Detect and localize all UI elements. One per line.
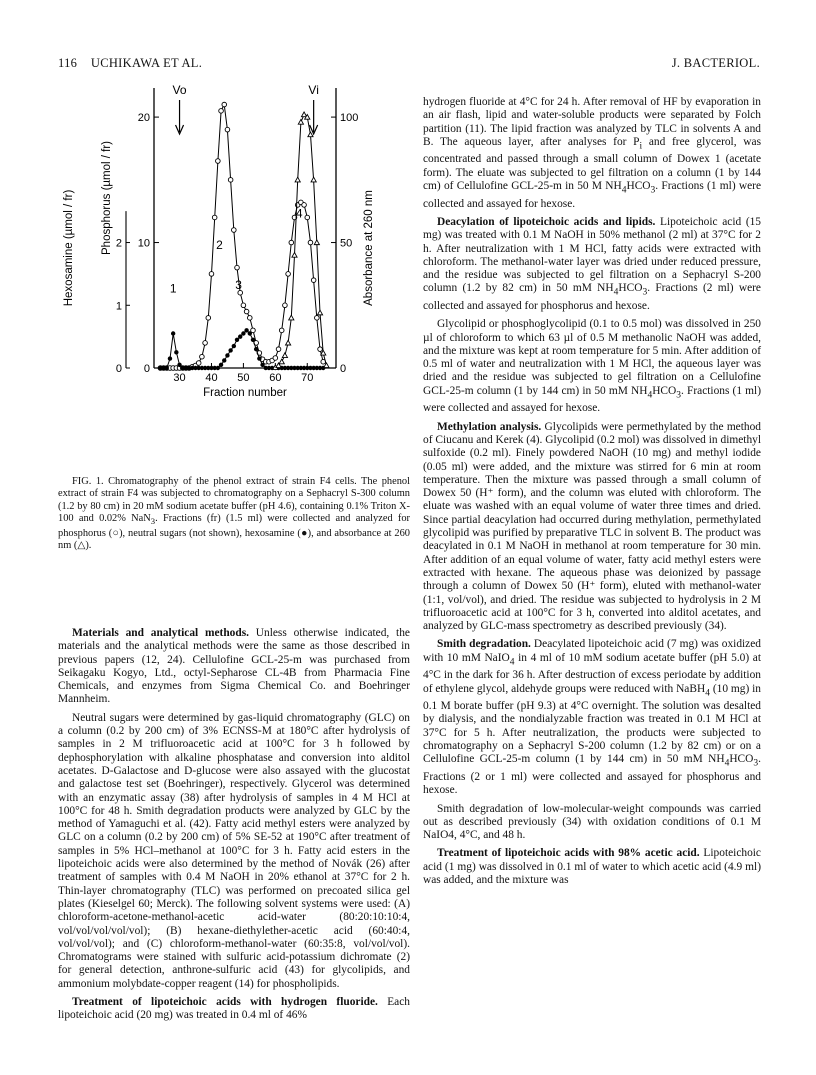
right-column xyxy=(423,96,761,892)
data-point-hexosamine xyxy=(216,366,220,370)
data-point-phosphorus xyxy=(216,159,221,164)
author-header: UCHIKAWA ET AL. xyxy=(90,56,203,70)
data-point-phosphorus xyxy=(206,316,211,321)
data-point-hexosamine xyxy=(165,366,169,370)
data-point-absorbance xyxy=(295,177,300,182)
data-point-hexosamine xyxy=(251,338,255,342)
data-point-phosphorus xyxy=(212,215,217,220)
data-point-phosphorus xyxy=(222,102,227,107)
data-point-phosphorus xyxy=(279,328,284,333)
data-point-hexosamine xyxy=(244,328,248,332)
data-point-phosphorus xyxy=(283,303,288,308)
data-point-hexosamine xyxy=(232,344,236,348)
y-tick-label-phosphorus: 0 xyxy=(143,363,150,375)
y-tick-label-phosphorus: 20 xyxy=(137,112,150,125)
data-point-phosphorus xyxy=(289,240,294,245)
section-heading: Smith degradation. xyxy=(437,638,531,651)
data-point-hexosamine xyxy=(222,358,226,362)
y-tick-label-hexosamine: 0 xyxy=(115,363,122,375)
data-point-absorbance xyxy=(317,310,322,315)
data-point-hexosamine xyxy=(225,353,229,357)
data-point-hexosamine xyxy=(177,363,181,367)
data-point-hexosamine xyxy=(174,350,178,354)
data-point-phosphorus xyxy=(308,240,313,245)
data-point-phosphorus xyxy=(273,356,278,361)
data-point-phosphorus xyxy=(247,316,252,321)
x-tick-label: 60 xyxy=(269,372,282,384)
data-point-phosphorus xyxy=(276,347,281,352)
left-column xyxy=(58,627,410,1028)
x-tick-label: 50 xyxy=(237,372,250,384)
caption-text: FIG. 1. Chromatography of the phenol extract of strain F4 cells. The phenol extract of strain F4 was subjected to chromatography on a Sephacryl S-300 column (1.2 by 80 cm) in 20 mM sodium acetate buffer (pH 4.6), containing 0.1% Triton X-100 and 0.02% NaN$_3$. Fractions (fr) (1.5 ml) were collected and analyzed for phosphorus (○), neutral sugars (not shown), hexosamine (●), and absorbance at 260 nm (△). xyxy=(58,476,411,552)
section-heading: Materials and analytical methods. xyxy=(72,627,249,639)
figure-1-chart xyxy=(58,78,410,478)
journal-header: J. BACTERIOL. xyxy=(671,56,760,70)
paragraph: Treatment of lipoteichoic acids with hydrogen fluoride. Each lipoteichoic acid (20 mg) was treated in 0.4 ml of 46% xyxy=(58,996,410,1022)
peak-label: 3 xyxy=(235,277,242,292)
paragraph: hydrogen fluoride at 4°C for 24 h. After removal of HF by evaporation in an air flash, lipid and water-soluble products were separated by Folch partition (11). The lipid fraction was analyzed by TLC in solvents A and B. The aqueous layer, after analyses for $P_i$ and free glycerol, was concentrated and passed through a small column of Dowex 1 (acetate form). The eluate was subjected to gel filtration on a column (1 by 144 cm) of Cellulofine GCL-25-m in 50 M $NH_4HCO_3$. Fractions (1 ml) were collected and assayed for hexose. xyxy=(423,96,761,210)
paragraph: Deacylation of lipoteichoic acids and lipids. Lipoteichoic acid (15 mg) was treated with 0.1 M NaOH in 50% methanol (2 ml) at 37°C for 2 h. After neutralization with 1 M HCl, fatty acids were extracted with chloroform. The methanol-water layer was dried under reduced pressure, and the residue was subjected to gel filtration on a Sephacryl S-200 column (1.2 by 82 cm) in 50 mM $NH_4HCO_3$. Fractions (2 ml) were collected and assayed for phosphorus and hexose. xyxy=(423,215,761,312)
peak-label: 1 xyxy=(169,281,177,296)
marker-label: Vo xyxy=(172,83,187,97)
data-point-absorbance xyxy=(311,177,316,182)
y-tick-label-absorbance: 100 xyxy=(340,112,359,125)
data-point-phosphorus xyxy=(235,265,240,270)
marker-label: Vi xyxy=(308,83,319,97)
data-point-hexosamine xyxy=(228,348,232,352)
data-point-phosphorus xyxy=(209,272,214,277)
data-point-phosphorus xyxy=(196,361,201,366)
data-point-absorbance xyxy=(301,112,306,117)
paragraph: Neutral sugars were determined by gas-liquid chromatography (GLC) on a column (0.2 by 200 cm) of 3% ECNSS-M at 180°C after hydrolysis of samples in 2 M trifluoroacetic acid at 100°C for 3 h followed by dephosphorylation with alkaline phosphatase and conversion into alditol acetates. D-Galactose and D-glucose were also assayed with the glucostat and galactose test set (Boehringer), respectively. Glycerol was determined with an enzymatic assay (38) after hydrolysis of samples in 4 M HCl at 100°C for 48 h. Smith degradation products were analyzed by GLC by the method of Yamaguchi et al. (42). Fatty acid methyl esters were analyzed by GLC on a column (0.2 by 200 cm) of 5% SE-52 at 190°C after treatment of samples in 5% HCl–methanol at 100°C for 3 h. Fatty acid esters in the lipoteichoic acids were also determined by the method of Novák (26) after treatment of samples with 0.4 M NaOH in 20% ethanol at 37°C for 2 h. Thin-layer chromatography (TLC) was performed on precoated silica gel plates (Kieselgel 60; Merck). The following solvent systems were used: (A) chloroform-acetone-methanol-acetic acid-water (80:20:10:10:4, vol/vol/vol/vol/vol); (B) hexane-diethylether-acetic acid (60:40:4, vol/vol/vol); and (C) chloroform-methanol-water (60:35:8, vol/vol/vol). Chromatograms were stained with sulfuric acid-potassium dichromate (2) for general detection, anthrone-sulfuric acid (43) for glycolipids, and ammonium molybdate-copper reagent (14) for phospholipids. xyxy=(58,711,410,990)
data-point-hexosamine xyxy=(171,331,175,335)
x-tick-label: 30 xyxy=(173,372,186,384)
data-point-phosphorus xyxy=(241,303,246,308)
figure-caption xyxy=(58,476,410,553)
data-point-phosphorus xyxy=(305,215,310,220)
data-point-phosphorus xyxy=(315,316,320,321)
paragraph: Smith degradation. Deacylated lipoteichoic acid (7 mg) was oxidized with 10 mM NaIO$_4$ in 4 ml of 10 mM sodium acetate buffer (pH 5.0) at 4°C in the dark for 36 h. After destruction of excess periodate by addition of ethylene glycol, aldehyde groups were reduced with NaBH$_4$ (10 mg) in 0.1 M borate buffer (pH 9.3) at 4°C overnight. The solution was desalted by dialysis, and the nondialyzable fraction was treated in 0.1 M HCl at 37°C for 5 h. After neutralization, the products were subjected to chromatography on a Sephacryl S-200 column (1.2 by 82 cm) or on a Cellulofine GCL-25-m column (1 by 144 cm) in 50 mM $NH_4HCO_3$. Fractions (2 or 1 ml) were collected and assayed for phosphorus and hexose. xyxy=(423,638,762,797)
data-point-phosphorus xyxy=(286,272,291,277)
data-point-phosphorus xyxy=(244,309,249,314)
peak-label: 4 xyxy=(295,206,303,221)
section-heading: Deacylation of lipoteichoic acids and lipids. xyxy=(437,215,656,228)
y-axis-label-phosphorus: Phosphorus (µmol / fr) xyxy=(101,141,113,255)
data-point-phosphorus xyxy=(311,278,316,283)
x-tick-label: 40 xyxy=(205,372,218,384)
data-point-phosphorus xyxy=(203,341,208,346)
data-point-hexosamine xyxy=(168,356,172,360)
data-point-hexosamine xyxy=(254,347,258,351)
paragraph: Glycolipid or phosphoglycolipid (0.1 to 0.5 mol) was dissolved in 250 µl of chloroform to which 63 µl of 0.5 M methanolic NaOH was added, and the mixture was kept at room temperature for 5 min. After addition of 0.5 ml of water and neutralization with 1 M HCl, the aqueous layer was dried and the residue was subjected to gel filtration on a Cellulofine GCL-25-m column (1 by 144 cm) in 50 mM $NH_4HCO_3$. Fractions (1 ml) were collected and assayed for hexose. xyxy=(423,318,761,415)
data-point-phosphorus xyxy=(318,347,323,352)
y-tick-label-absorbance: 0 xyxy=(340,363,347,375)
paragraph: Smith degradation of low-molecular-weight compounds was carried out as described previously (34) with oxidation conditions of 0.1 M NaIO4, 4°C, and 48 h. xyxy=(423,802,761,842)
y-tick-label-phosphorus: 10 xyxy=(137,237,150,250)
x-axis-label: Fraction number xyxy=(203,387,287,399)
section-heading: Treatment of lipoteichoic acids with 98% acetic acid. xyxy=(437,847,700,860)
peak-label: 2 xyxy=(216,237,223,252)
section-heading: Treatment of lipoteichoic acids with hydrogen fluoride. xyxy=(72,996,378,1009)
section-heading: Methylation analysis. xyxy=(437,420,542,433)
data-point-hexosamine xyxy=(260,363,264,367)
data-point-hexosamine xyxy=(241,331,245,335)
data-point-hexosamine xyxy=(219,363,223,367)
data-point-absorbance xyxy=(314,240,319,245)
page-number: 116 xyxy=(58,56,78,70)
y-tick-label-hexosamine: 2 xyxy=(115,237,122,250)
paragraph: Materials and analytical methods. Unless otherwise indicated, the materials and the analytical methods were the same as those described in previous papers (12, 24). Cellulofine GCL-25-m was purchased from Seikagaku Kogyo, Ltd., octyl-Sepharose CL-4B from Pharmacia Fine Chemicals, and enzymes from Sigma Chemical Co. and Boehringer Mannheim. xyxy=(58,627,410,706)
y-tick-label-absorbance: 50 xyxy=(340,237,353,250)
data-point-phosphorus xyxy=(232,228,237,233)
data-point-phosphorus xyxy=(219,109,224,114)
data-point-phosphorus xyxy=(228,178,233,183)
paragraph: Methylation analysis. Glycolipids were permethylated by the method of Ciucanu and Kerek (4). Glycolipid (0.2 mol) was dissolved in dimethyl sulfoxide (0.2 ml). Finely powdered NaOH (10 mg) and methyl iodide (0.05 ml) were added, and the mixture was stirred for 6 min at room temperature. Then the mixture was passed through a small column of Dowex 50 (H⁺ form), and the column was eluted with chloroform. The eluate was washed with an equal volume of water three times and dried. Since partial deacylation had occurred during methylation, permethylated glycolipid was purified by preparative TLC in solvent B. The product was deacylated in 0.1 M NaOH in methanol at room temperature for 30 min. After addition of an equal volume of water, fatty acid methyl esters were extracted with hexane. The aqueous phase was deionized by passage through a column of Dowex 50 (H⁺ form), eluted with methanol-water (1:1, vol/vol), and dried. The residue was subjected to hydrolysis in 2 M trifluoroacetic acid at 100°C for 3 h, converted into alditol acetates, and analyzed by GLC-mass spectrometry as described previously (34). xyxy=(423,420,761,633)
data-point-phosphorus xyxy=(200,354,205,359)
data-point-absorbance xyxy=(282,353,287,358)
data-point-absorbance xyxy=(292,252,297,257)
paragraph: Treatment of lipoteichoic acids with 98% acetic acid. Lipoteichoic acid (1 mg) was dissolved in 0.1 ml of water to which acetic acid (4.9 ml) was added, and the mixture was xyxy=(423,847,761,886)
data-point-hexosamine xyxy=(248,331,252,335)
data-point-absorbance xyxy=(279,359,284,364)
y-axis-label-hexosamine: Hexosamine (µmol / fr) xyxy=(63,189,75,307)
running-header-left xyxy=(58,56,202,71)
series-line-phosphorus xyxy=(160,105,323,369)
data-point-absorbance xyxy=(286,340,291,345)
x-tick-label: 70 xyxy=(301,372,314,384)
data-point-hexosamine xyxy=(257,356,261,360)
data-point-absorbance xyxy=(298,120,303,125)
data-point-hexosamine xyxy=(235,338,239,342)
y-axis-label-absorbance: Absorbance at 260 nm xyxy=(363,190,375,306)
y-tick-label-hexosamine: 1 xyxy=(115,300,122,313)
data-point-phosphorus xyxy=(225,127,230,132)
data-point-absorbance xyxy=(289,315,294,320)
data-point-absorbance xyxy=(308,132,313,137)
data-point-hexosamine xyxy=(238,334,242,338)
